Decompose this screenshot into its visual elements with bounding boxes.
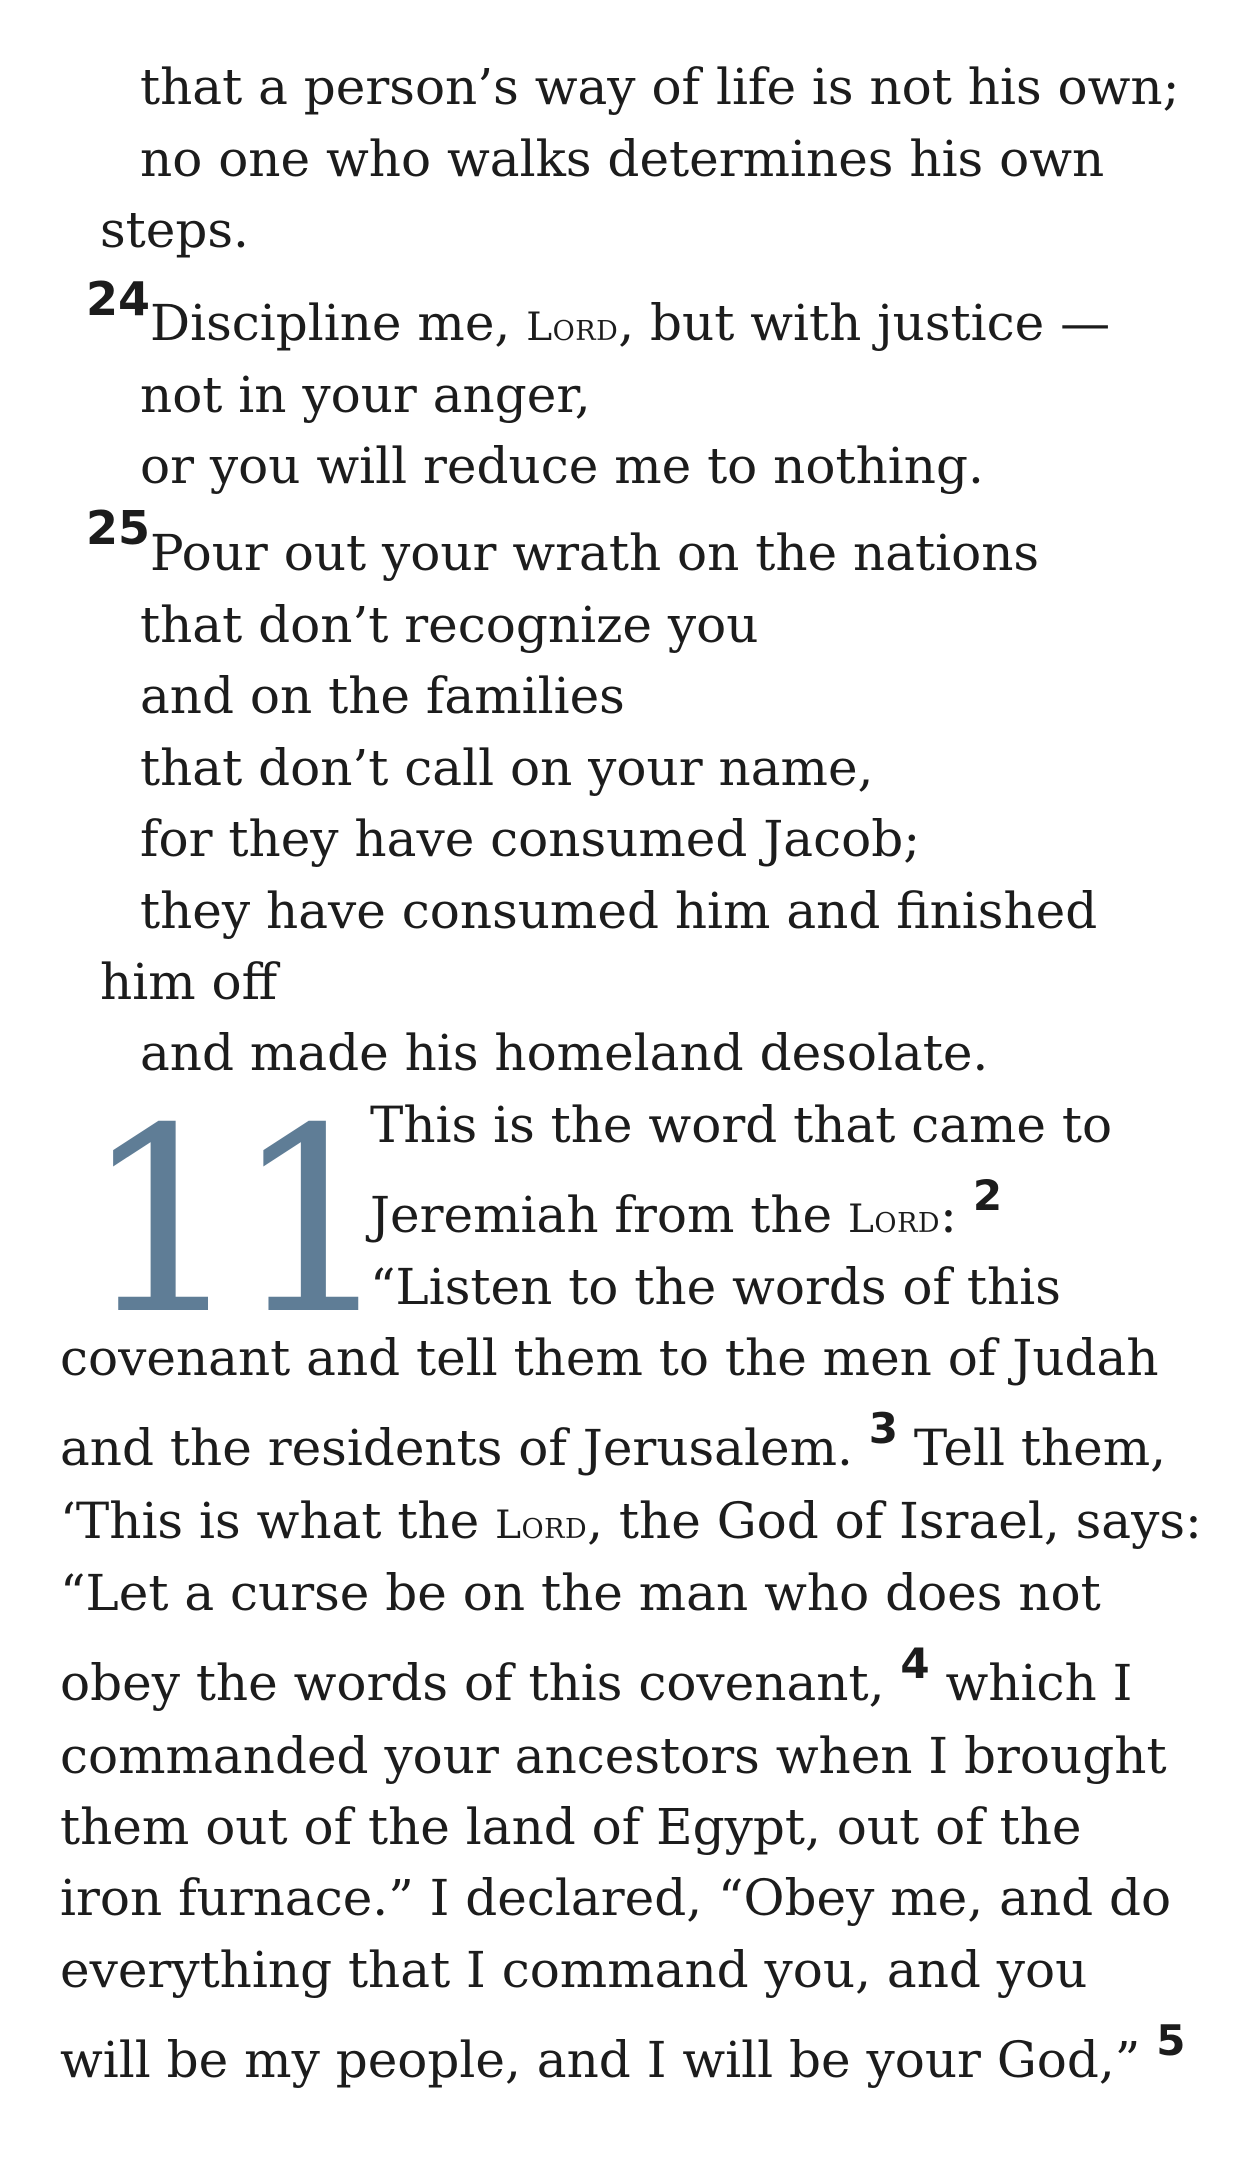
verse-line: and made his homeland desolate.: [140, 1024, 989, 1082]
paragraph-line: obey the words of this covenant, $^4$ which I: [60, 1639, 1133, 1712]
chapter-number: 11: [82, 1074, 383, 1371]
paragraph-line: ‘This is what the Lord, the God of Israel, says:: [60, 1492, 1202, 1550]
verse-line: that a person’s way of life is not his own;: [140, 58, 1180, 116]
verse-line: Pour out your wrath on the nations: [150, 524, 1040, 582]
verse-line: for they have consumed Jacob;: [140, 810, 921, 868]
verse-number: 25: [86, 501, 151, 555]
paragraph-line: will be my people, and I will be your God,” $^5$: [60, 2016, 1186, 2089]
lord-smallcaps: Lord: [495, 1503, 588, 1548]
verse-line: or you will reduce me to nothing.: [140, 437, 984, 495]
verse-line: and on the families: [140, 667, 625, 725]
verse-line: that don’t recognize you: [140, 596, 759, 654]
verse-number: 4: [900, 1639, 930, 1688]
verse-line: no one who walks determines his own: [140, 130, 1105, 188]
paragraph-line: This is the word that came to: [370, 1096, 1113, 1154]
verse-number: 5: [1156, 2016, 1186, 2065]
paragraph-line: and the residents of Jerusalem. $^3$ Tell them,: [60, 1404, 1167, 1477]
lord-smallcaps: Lord: [848, 1197, 941, 1242]
paragraph-line: Jeremiah from the Lord: $^2$: [370, 1171, 1003, 1244]
verse-line: him off: [100, 953, 278, 1011]
paragraph-line: iron furnace.” I declared, “Obey me, and do: [60, 1869, 1172, 1927]
verse-line: that don’t call on your name,: [140, 739, 874, 797]
paragraph-line: them out of the land of Egypt, out of the: [60, 1798, 1082, 1856]
verse-line: not in your anger,: [140, 366, 591, 424]
paragraph-line: “Listen to the words of this: [370, 1258, 1061, 1316]
verse-line: steps.: [100, 201, 249, 259]
verse-number: 2: [972, 1171, 1003, 1220]
paragraph-line: “Let a curse be on the man who does not: [60, 1564, 1101, 1622]
verse-number: 24: [86, 272, 151, 326]
paragraph-line: everything that I command you, and you: [60, 1941, 1088, 1999]
lord-smallcaps: Lord: [526, 305, 619, 350]
paragraph-line: commanded your ancestors when I brought: [60, 1727, 1167, 1785]
verse-line: they have consumed him and finished: [140, 882, 1098, 940]
verse-line: Discipline me, Lord, but with justice —: [150, 294, 1111, 352]
verse-number: 3: [868, 1404, 898, 1453]
paragraph-line: covenant and tell them to the men of Judah: [60, 1329, 1159, 1387]
